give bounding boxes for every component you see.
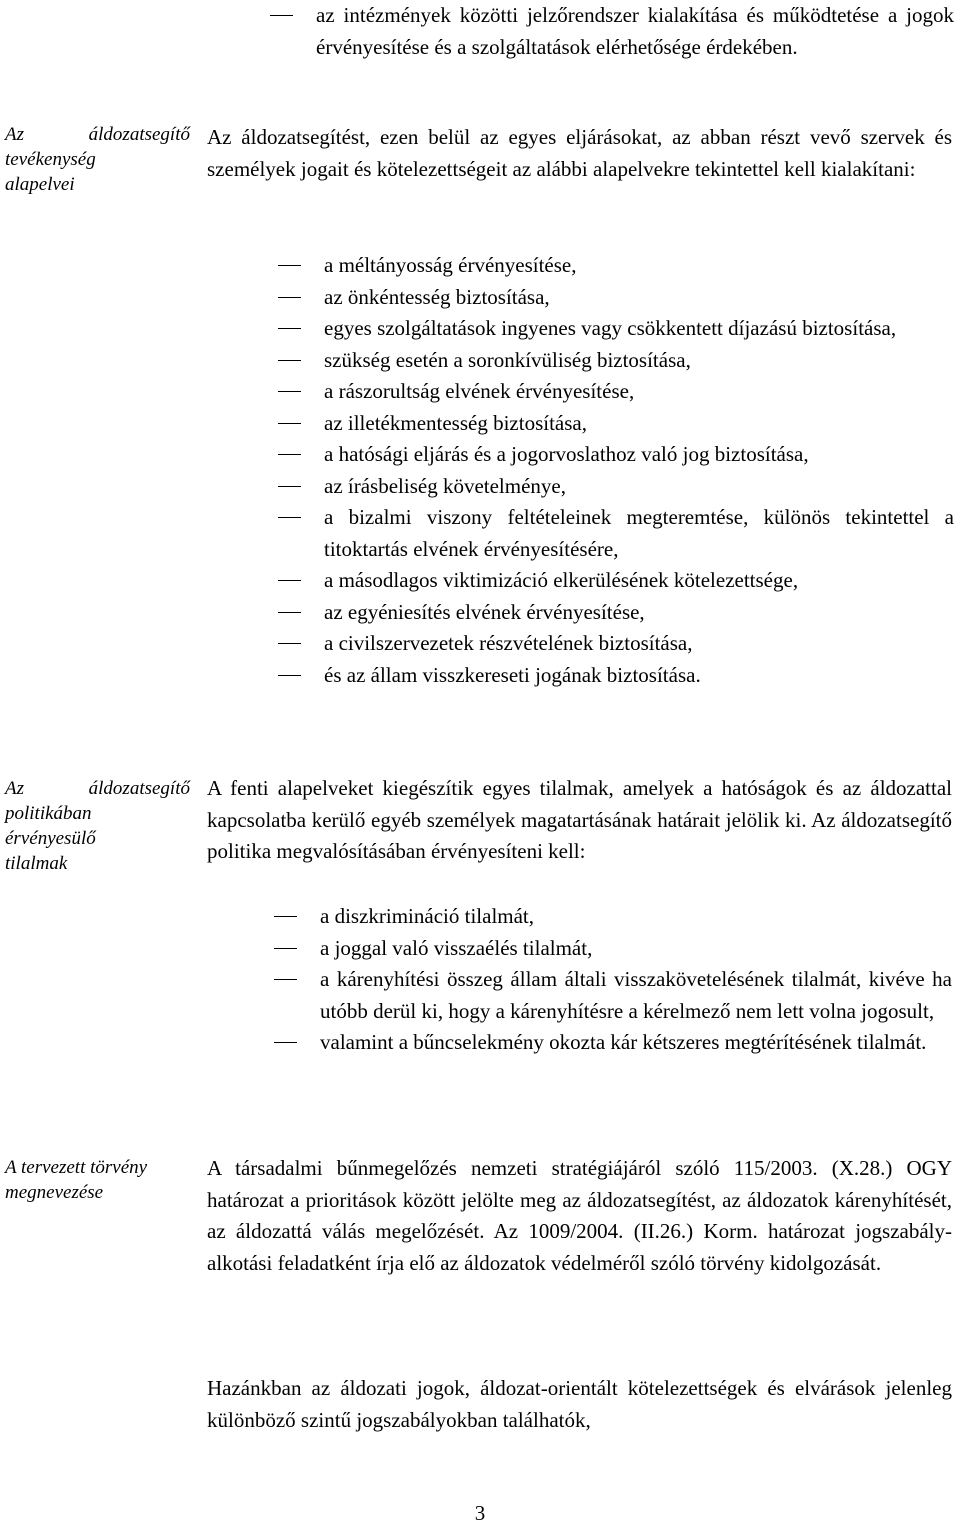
list-item: szükség esetén a soronkívüliség biztosítása, <box>278 345 954 377</box>
dash-bullet <box>278 643 301 644</box>
dash-bullet <box>278 580 301 581</box>
list-item: a másodlagos viktimizáció elkerülésének kötelezettsége, <box>278 565 954 597</box>
principles-list <box>278 250 954 691</box>
dash-bullet <box>270 15 293 16</box>
dash-bullet <box>274 948 297 949</box>
dash-bullet <box>278 675 301 676</box>
dash-bullet <box>278 517 301 518</box>
list-item: és az állam visszkereseti jogának biztosítása. <box>278 660 954 692</box>
list-item: a bizalmi viszony feltételeinek megteremtése, különös tekintettel a titoktartás elvének érvényesítésére, <box>278 502 954 565</box>
side-heading-law-name: A tervezett törvény megnevezése <box>5 1157 148 1203</box>
law-name-paragraph-2: Hazánkban az áldozati jogok, áldozat-orientált kötelezettségek és elvárások jelenleg különböző szintű jogszabályokban találhatók, <box>207 1376 952 1432</box>
list-item: az egyéniesítés elvének érvényesítése, <box>278 597 954 629</box>
side-heading-principles: Az áldozatsegítő tevékenység alapelvei <box>5 124 190 195</box>
principles-intro: Az áldozatsegítést, ezen belül az egyes eljárásokat, az abban részt vevő szervek és személyek jogait és kötelezettségeit az alábbi alapelvekre tekintettel kell kialakítani: <box>207 125 952 181</box>
continued-list <box>270 0 954 63</box>
list-item: valamint a bűncselekmény okozta kár kétszeres megtérítésének tilalmát. <box>274 1027 952 1059</box>
dash-bullet <box>278 360 301 361</box>
list-item: a hatósági eljárás és a jogorvoslathoz való jog biztosítása, <box>278 439 954 471</box>
list-item: a civilszervezetek részvételének biztosítása, <box>278 628 954 660</box>
list-item: az írásbeliség követelménye, <box>278 471 954 503</box>
list-item: az önkéntesség biztosítása, <box>278 282 954 314</box>
list-item: a kárenyhítési összeg állam általi visszakövetelésének tilalmát, kivéve ha utóbb derül ki, hogy a kárenyhítésre a kérelmező nem lett volna jogosult, <box>274 964 952 1027</box>
prohibitions-list <box>274 901 952 1059</box>
dash-bullet <box>278 328 301 329</box>
list-item: az intézmények közötti jelzőrendszer kialakítása és működtetése a jogok érvényesítése és a szolgáltatások elérhetősége érdekében. <box>270 0 954 63</box>
dash-bullet <box>278 423 301 424</box>
list-item: a méltányosság érvényesítése, <box>278 250 954 282</box>
dash-bullet <box>278 265 301 266</box>
dash-bullet <box>278 486 301 487</box>
dash-bullet <box>278 612 301 613</box>
dash-bullet <box>278 391 301 392</box>
list-item: egyes szolgáltatások ingyenes vagy csökkentett díjazású biztosítása, <box>278 313 954 345</box>
dash-bullet <box>274 979 297 980</box>
list-item: a joggal való visszaélés tilalmát, <box>274 933 952 965</box>
side-heading-prohibitions: Az áldozatsegítő politikában érvényesülő tilalmak <box>5 778 190 874</box>
list-item: a rászorultság elvének érvényesítése, <box>278 376 954 408</box>
dash-bullet <box>274 1042 297 1043</box>
law-name-paragraph-1: A társadalmi bűnmegelőzés nemzeti stratégiájáról szóló 115/2003. (X.28.) OGY határozat a prioritások között jelölte meg az áldozatsegítést, az áldozatok kárenyhítését, az áldozattá válás megelőzését. Az 1009/2004. (II.26.) Korm. határozat jogszabály-alkotási feladatként írja elő az áldozatok védelméről szóló törvény kidolgozását. <box>207 1156 952 1275</box>
dash-bullet <box>274 916 297 917</box>
dash-bullet <box>278 454 301 455</box>
prohibitions-intro: A fenti alapelveket kiegészítik egyes tilalmak, amelyek a hatóságok és az áldozattal kapcsolatba kerülő egyéb személyek magatartásának határait jelölik ki. Az áldozatsegítő politika megvalósításában érvényesíteni kell: <box>207 776 952 863</box>
list-item: a diszkrimináció tilalmát, <box>274 901 952 933</box>
page-number: 3 <box>474 1501 486 1525</box>
list-item: az illetékmentesség biztosítása, <box>278 408 954 440</box>
dash-bullet <box>278 297 301 298</box>
